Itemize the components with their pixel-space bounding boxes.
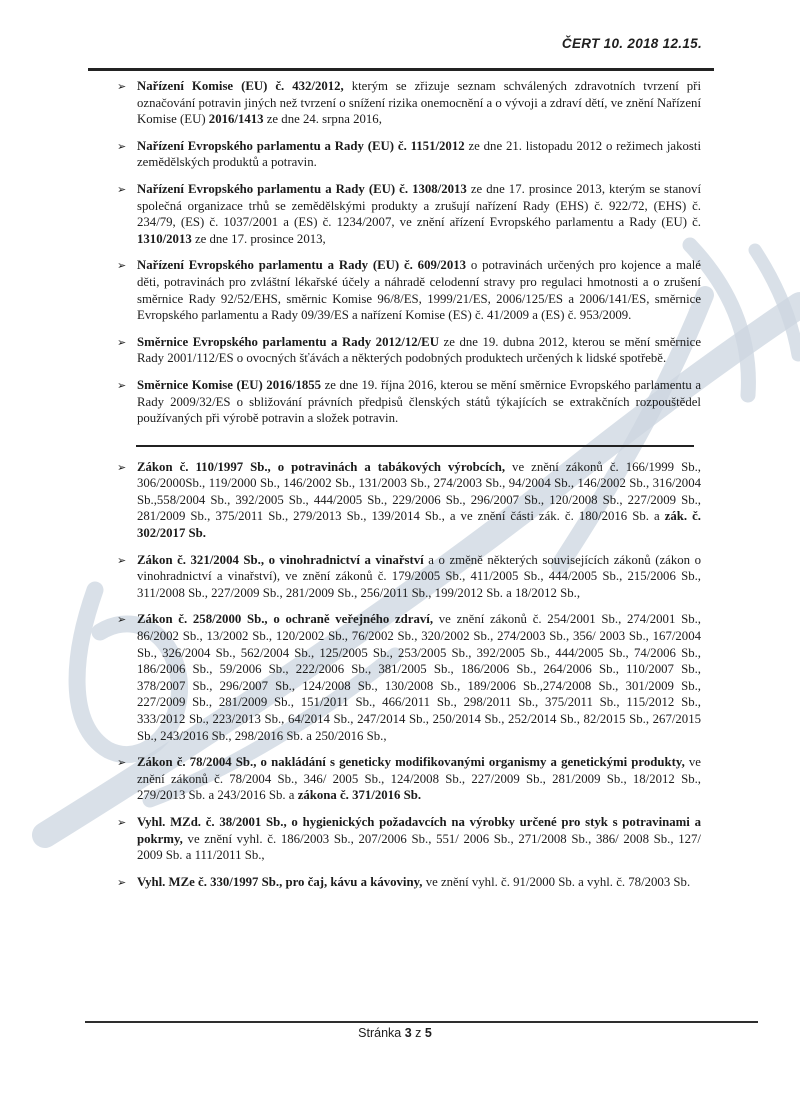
eu-legislation-list: [117, 78, 701, 427]
bold-text-run: Zákon č. 321/2004 Sb., o vinohradnictví a vinařství: [137, 552, 424, 567]
legal-item-text: [137, 875, 690, 889]
legal-item-text: [137, 815, 701, 862]
bold-text-run: zák. č. 302/2017 Sb.: [137, 509, 701, 541]
bold-text-run: Vyhl. MZd. č. 38/2001 Sb., o hygienických požadavcích na výrobky určené pro styk s potravinami a pokrmy,: [137, 814, 701, 846]
legal-item-text: [137, 378, 701, 425]
header-divider: [88, 68, 714, 71]
text-run: ze dne 21. listopadu 2012 o režimech jakosti zemědělských produktů a potravin.: [137, 138, 701, 170]
text-run: ve znění vyhl. č. 91/2000 Sb. a vyhl. č. 78/2003 Sb.: [422, 874, 691, 889]
bold-text-run: Směrnice Evropského parlamentu a Rady 2012/12/EU: [137, 334, 439, 349]
document-body: [117, 78, 701, 900]
legal-item: [117, 754, 701, 804]
bullet-arrow-icon: ➢: [117, 756, 127, 770]
text-run: o potravinách určených pro kojence a malé děti, potravinách pro zvláštní lékařské účely a náhradě celodenní stravy pro regulaci hmotnosti a o zrušení směrnice Rady 92/52/EHS, směrnic Komise 96/8/ES, 1999/21/ES, 2006/125/ES a 2006/141/ES, směrnice Evropského parlamentu a Rady 09/39/ES a nařízení Komise (ES) č. 41/2009 a (ES) č. 953/2009.: [137, 258, 701, 323]
legal-item: [117, 552, 701, 602]
legal-item-text: [137, 79, 701, 126]
legal-item-text: [137, 612, 701, 742]
legal-item-text: [137, 553, 701, 600]
footer-divider: [85, 1021, 758, 1023]
bold-text-run: Nařízení Komise (EU) č. 432/2012,: [137, 79, 344, 93]
bullet-arrow-icon: ➢: [117, 553, 127, 567]
bullet-arrow-icon: ➢: [117, 139, 127, 153]
bold-text-run: Zákon č. 110/1997 Sb., o potravinách a tabákových výrobcích,: [137, 459, 506, 474]
bullet-arrow-icon: ➢: [117, 378, 127, 392]
bold-text-run: 1310/2013: [137, 231, 192, 246]
text-run: z: [411, 1026, 425, 1040]
legal-item-text: [137, 258, 701, 322]
bold-text-run: 3: [404, 1026, 412, 1040]
legal-item: [117, 459, 701, 542]
text-run: ze dne 19. října 2016, kterou se mění směrnice Evropského parlamentu a Rady 2009/32/ES o sbližování právních předpisů členských států týkajících se extrakčních rozpouštědel používaných při výrobě potravin a složek potravin.: [137, 377, 701, 426]
legal-item: [117, 138, 701, 171]
bullet-arrow-icon: ➢: [117, 182, 127, 196]
legal-item: [117, 611, 701, 744]
legal-item: [117, 874, 701, 891]
text-run: ze dne 19. dubna 2012, kterou se mění směrnice Rady 2001/112/ES o ovocných šťávách a některých podobných produktech určených k lidské spotřebě.: [137, 334, 702, 366]
bold-text-run: zákona č. 371/2016 Sb.: [297, 788, 422, 803]
legal-item-text: [137, 755, 701, 802]
bold-text-run: Zákon č. 78/2004 Sb., o nakládání s geneticky modifikovanými organismy a genetickými produkty,: [137, 755, 685, 770]
text-run: ve znění zákonů č. 166/1999 Sb., 306/2000Sb., 119/2000 Sb., 146/2002 Sb., 131/2003 Sb., 274/2003 Sb., 94/2004 Sb., 146/2002 Sb., 316/2004 Sb.,558/2004 Sb., 392/2005 Sb., 444/2005 Sb., 229/2006 Sb., 296/2007 Sb., 120/2008 Sb., 227/2009 Sb., 281/2009 Sb., 375/2011 Sb., 279/2013 Sb., 139/2014 Sb., a ve znění části zák. č. 180/2016 Sb. a: [137, 459, 701, 524]
national-legislation-list: [117, 459, 701, 891]
legal-item: [117, 814, 701, 864]
legal-item: [117, 377, 701, 427]
text-run: ve znění vyhl. č. 186/2003 Sb., 207/2006 Sb., 551/ 2006 Sb., 271/2008 Sb., 386/ 2008 Sb., 127/ 2009 Sb. a 111/2011 Sb.,: [137, 831, 701, 863]
text-run: ze dne 17. prosince 2013,: [191, 231, 326, 246]
section-divider: [136, 445, 694, 447]
text-run: ve znění zákonů č. 78/2004 Sb., 346/ 2005 Sb., 124/2008 Sb., 227/2009 Sb., 281/2009 Sb., 18/2012 Sb., 279/2013 Sb. a 243/2016 Sb. a: [137, 755, 701, 803]
text-run: ze dne 24. srpna 2016,: [263, 112, 382, 127]
text-run: a o změně některých souvisejících zákonů (zákon o vinohradnictví a vinařství), ve znění zákonů č. 179/2005 Sb., 411/2005 Sb., 444/2005 Sb., 215/2006 Sb., 311/2008 Sb., 227/2009 Sb., 281/2009 Sb., 256/2011 Sb., 199/2012 Sb. a 18/2012 Sb.,: [137, 552, 701, 600]
legal-item: [117, 181, 701, 247]
bullet-arrow-icon: ➢: [117, 335, 127, 349]
bullet-arrow-icon: ➢: [117, 259, 127, 273]
page-number: [0, 1026, 790, 1040]
bold-text-run: Směrnice Komise (EU) 2016/1855: [137, 377, 322, 392]
legal-item-text: [137, 139, 701, 170]
bold-text-run: Nařízení Evropského parlamentu a Rady (EU) č. 1151/2012: [137, 138, 465, 153]
bullet-arrow-icon: ➢: [117, 613, 127, 627]
legal-item: [117, 78, 701, 128]
legal-item-text: [137, 335, 701, 366]
bold-text-run: Vyhl. MZe č. 330/1997 Sb., pro čaj, kávu a kávoviny,: [137, 874, 423, 889]
text-run: Stránka: [358, 1026, 405, 1040]
bullet-arrow-icon: ➢: [117, 875, 127, 889]
text-run: kterým se zřizuje seznam schválených zdravotních tvrzení při označování potravin jiných než tvrzení o snížení rizika onemocnění a o vývoji a zdraví dětí, ve znění Nařízení Komise (EU): [137, 79, 701, 127]
bullet-arrow-icon: ➢: [117, 80, 127, 93]
text-run: ve znění zákonů č. 254/2001 Sb., 274/2001 Sb., 86/2002 Sb., 13/2002 Sb., 120/2002 Sb., 76/2002 Sb., 320/2002 Sb., 274/2003 Sb., 356/ 2003 Sb., 167/2004 Sb., 326/2004 Sb., 562/2004 Sb., 125/2005 Sb., 253/2005 Sb., 392/2005 Sb., 444/2005 Sb., 74/2006 Sb., 186/2006 Sb., 59/2006 Sb., 222/2006 Sb., 381/2005 Sb., 186/2006 Sb., 264/2006 Sb., 110/2007 Sb., 378/2007 Sb., 296/2007 Sb., 124/2008 Sb., 130/2008 Sb., 189/2006 Sb.,274/2008 Sb., 301/2009 Sb., 227/2009 Sb., 281/2009 Sb., 151/2011 Sb., 466/2011 Sb., 298/2011 Sb., 375/2011 Sb., 115/2012 Sb., 333/2012 Sb., 223/2013 Sb., 64/2014 Sb., 247/2014 Sb., 250/2014 Sb., 252/2014 Sb., 82/2015 Sb., 267/2015 Sb., 243/2016 Sb., 298/2016 Sb. a 250/2016 Sb.,: [137, 612, 701, 743]
bold-text-run: Nařízení Evropského parlamentu a Rady (EU) č. 1308/2013: [137, 181, 467, 196]
legal-item-text: [137, 182, 701, 246]
bold-text-run: 5: [424, 1026, 432, 1040]
legal-item: [117, 334, 701, 367]
header-stamp: ČERT 10. 2018 12.15.: [561, 36, 702, 51]
bullet-arrow-icon: ➢: [117, 815, 127, 829]
text-run: ze dne 17. prosince 2013, kterým se stanoví společná organizace trhů se zemědělskými produkty a zrušují nařízení Rady (EHS) č. 922/72, (EHS) č. 234/79, (ES) č. 1037/2001 a (ES) č. 1234/2007, ve znění ařízení Evropského parlamentu a Rady (EU) č.: [137, 181, 702, 230]
bold-text-run: 2016/1413: [208, 112, 264, 127]
legal-item-text: [137, 460, 701, 540]
legal-item: [117, 257, 701, 323]
bold-text-run: Zákon č. 258/2000 Sb., o ochraně veřejného zdraví,: [137, 612, 434, 627]
bullet-arrow-icon: ➢: [117, 460, 127, 474]
bold-text-run: Nařízení Evropského parlamentu a Rady (EU) č. 609/2013: [137, 258, 467, 273]
